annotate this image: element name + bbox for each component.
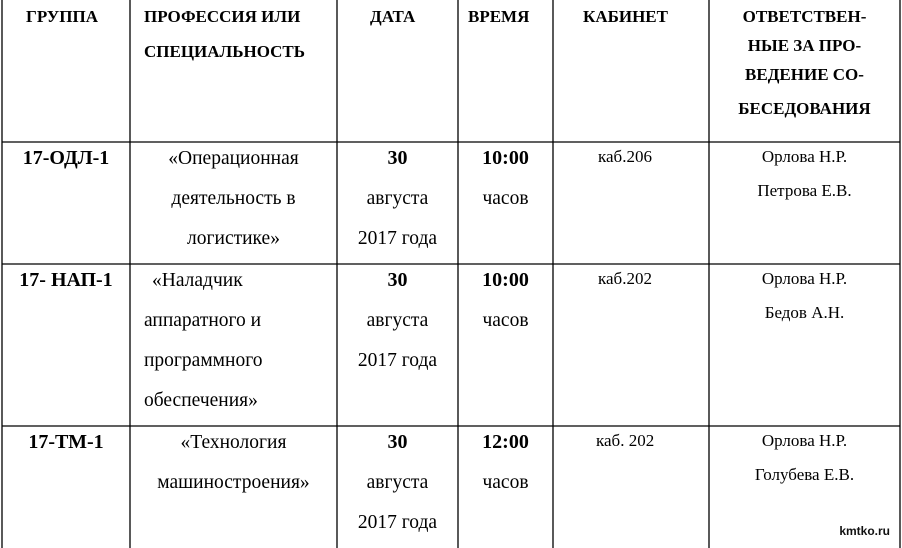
row-time-value: 12:00 <box>482 431 529 453</box>
row-responsible-line-2: Голубева Е.В. <box>754 465 855 484</box>
header-group: ГРУППА <box>26 7 98 26</box>
header-time: ВРЕМЯ <box>468 7 530 26</box>
row-profession-line-1: «Операционная <box>168 148 299 169</box>
header-room: КАБИНЕТ <box>583 7 668 26</box>
row-responsible-line-2: Бедов А.Н. <box>764 303 845 322</box>
header-profession-line-1: ПРОФЕССИЯ ИЛИ <box>144 7 301 26</box>
row-profession-line-3: логистике» <box>187 228 280 249</box>
row-time-unit: часов <box>482 310 529 331</box>
row-room: каб.202 <box>598 269 652 288</box>
row-profession-line-2: деятельность в <box>171 188 296 209</box>
row-date-year: 2017 года <box>357 350 438 371</box>
row-date-month: августа <box>366 310 429 331</box>
row-room: каб.206 <box>598 147 652 166</box>
row-profession-line-1: «Наладчик <box>152 270 243 291</box>
row-time-unit: часов <box>482 472 529 493</box>
row-responsible-line-2: Петрова Е.В. <box>757 181 852 200</box>
header-responsible-line-4: БЕСЕДОВАНИЯ <box>738 99 871 118</box>
row-profession-line-4: обеспечения» <box>144 390 258 411</box>
row-time-unit: часов <box>482 188 529 209</box>
row-group: 17-ОДЛ-1 <box>22 147 110 169</box>
row-group: 17- НАП-1 <box>19 269 113 291</box>
header-responsible-line-1: ОТВЕТСТВЕН- <box>742 7 867 26</box>
row-profession-line-3: программного <box>144 350 263 371</box>
row-date-day: 30 <box>387 147 408 169</box>
row-date-day: 30 <box>387 269 408 291</box>
row-date-day: 30 <box>387 431 408 453</box>
row-date-month: августа <box>366 472 429 493</box>
header-date: ДАТА <box>370 7 416 26</box>
header-responsible-line-3: ВЕДЕНИЕ СО- <box>745 65 864 84</box>
row-time-value: 10:00 <box>482 147 529 169</box>
header-profession-line-2: СПЕЦИАЛЬНОСТЬ <box>144 42 305 61</box>
row-responsible-line-1: Орлова Н.Р. <box>761 431 848 450</box>
row-group: 17-ТМ-1 <box>28 431 104 453</box>
row-date-year: 2017 года <box>357 512 438 533</box>
row-time-value: 10:00 <box>482 269 529 291</box>
row-room: каб. 202 <box>596 431 655 450</box>
row-profession-line-2: машиностроения» <box>157 472 310 493</box>
row-responsible-line-1: Орлова Н.Р. <box>761 147 848 166</box>
header-responsible-line-2: НЫЕ ЗА ПРО- <box>747 36 862 55</box>
row-responsible-line-1: Орлова Н.Р. <box>761 269 848 288</box>
row-profession-line-1: «Технология <box>180 432 287 453</box>
row-profession-line-2: аппаратного и <box>144 310 262 331</box>
row-date-year: 2017 года <box>357 228 438 249</box>
row-date-month: августа <box>366 188 429 209</box>
site-watermark: kmtko.ru <box>839 524 890 538</box>
